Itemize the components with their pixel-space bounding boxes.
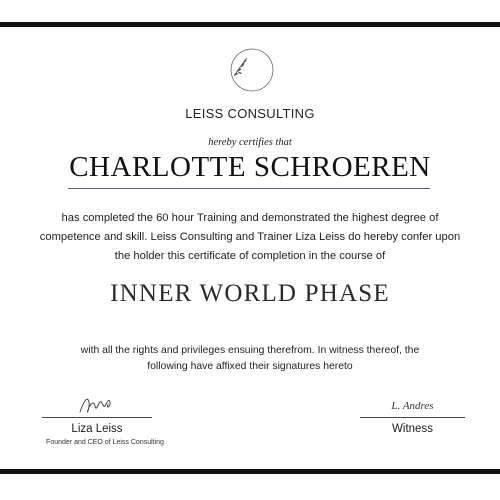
bottom-border: [0, 469, 500, 474]
signature-line-right: [360, 417, 465, 418]
company-name: LEISS CONSULTING: [185, 106, 315, 121]
witness-signature: L. Andres: [391, 400, 434, 412]
handwritten-signature-icon: [76, 392, 116, 418]
certificate-body: [0, 209, 500, 266]
witness-label: Witness: [392, 423, 433, 435]
body-line: competence and skill. Leiss Consulting and Trainer Liza Leiss do hereby confer upon: [39, 231, 461, 243]
recipient-name-underline: [68, 188, 430, 189]
body-line: has completed the 60 hour Training and demonstrated the highest degree of: [61, 212, 439, 224]
recipient-name: CHARLOTTE SCHROEREN: [69, 151, 431, 183]
course-name: INNER WORLD PHASE: [110, 280, 390, 307]
body-line: the holder this certificate of completion in the course of: [114, 250, 386, 262]
signer-name: Liza Leiss: [71, 423, 123, 435]
closing-line: with all the rights and privileges ensuing therefrom. In witness thereof, the: [80, 345, 420, 356]
top-border: [0, 22, 500, 27]
signature-line-left: [42, 417, 152, 418]
signer-title: Founder and CEO of Leiss Consulting: [46, 439, 164, 446]
closing-text: [0, 343, 500, 375]
certifies-line: hereby certifies that: [208, 137, 292, 148]
botanical-circle-logo-icon: [220, 46, 280, 96]
closing-line: following have affixed their signatures hereto: [147, 361, 353, 372]
